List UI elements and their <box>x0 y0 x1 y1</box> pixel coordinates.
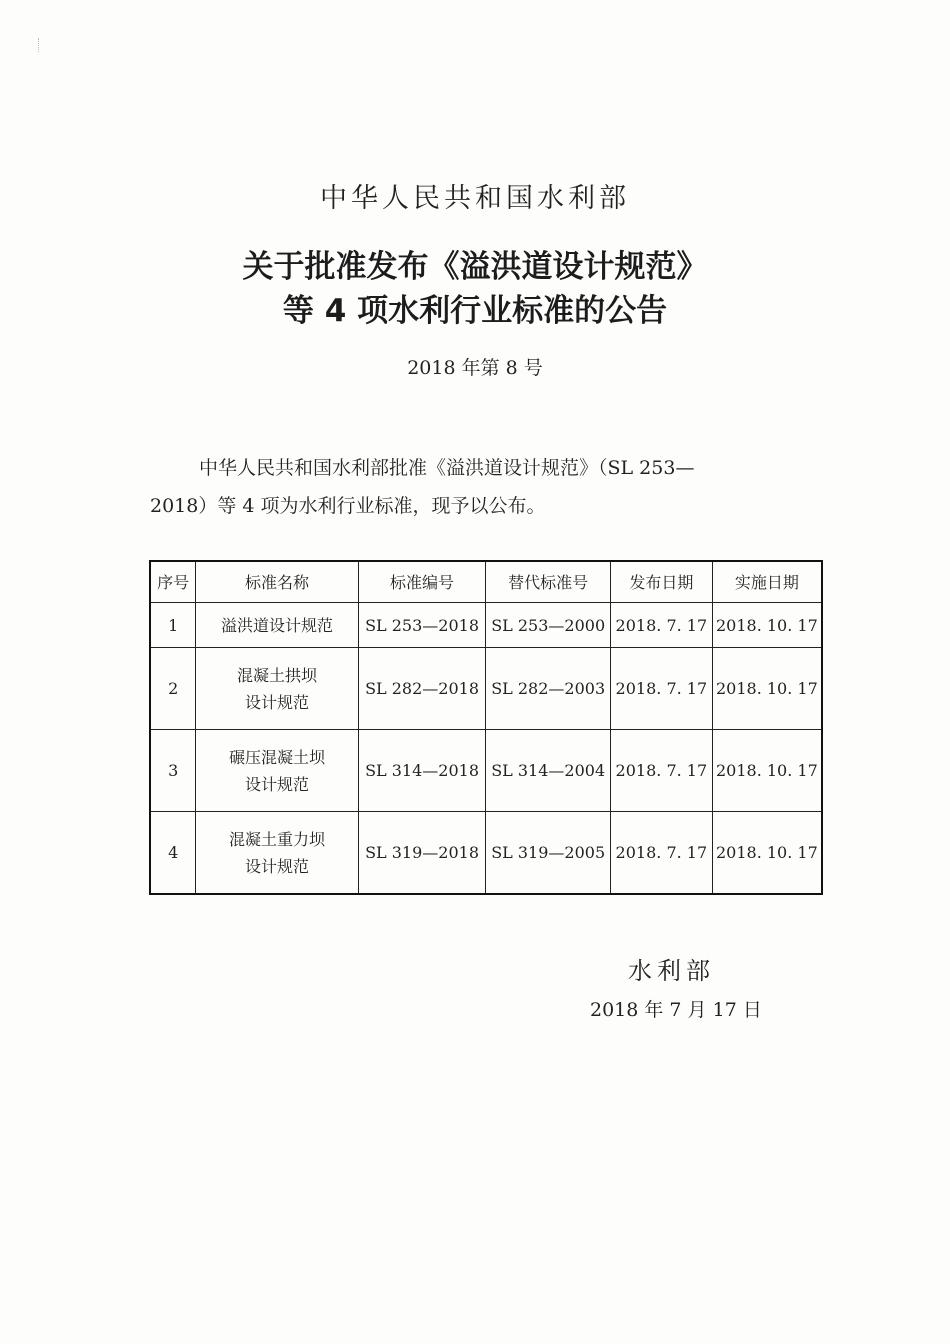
standard-name-line: 设计规范 <box>245 856 310 876</box>
cell-effective-date: 2018. 10. 17 <box>712 648 822 730</box>
table-header-row <box>150 561 822 603</box>
cell-serial: 3 <box>150 730 196 812</box>
cell-replaced-code: SL 319—2005 <box>486 812 611 895</box>
standard-name-line: 溢洪道设计规范 <box>221 615 334 635</box>
header-standard-code: 标准编号 <box>358 561 486 603</box>
cell-issue-date: 2018. 7. 17 <box>610 730 712 812</box>
header-replaced-code: 替代标准号 <box>486 561 611 603</box>
cell-effective-date: 2018. 10. 17 <box>712 730 822 812</box>
standard-name-line: 设计规范 <box>245 774 310 794</box>
table-row <box>150 603 822 648</box>
table-row <box>150 812 822 895</box>
issue-number: 2018 年第 8 号 <box>407 357 543 379</box>
cell-standard-name <box>196 812 358 895</box>
issuing-authority: 中华人民共和国水利部 <box>320 183 630 214</box>
table-row <box>150 730 822 812</box>
cell-standard-name <box>196 603 358 648</box>
signature-authority: 水利部 <box>628 957 715 985</box>
cell-standard-code: SL 282—2018 <box>358 648 486 730</box>
cell-replaced-code: SL 253—2000 <box>486 603 611 648</box>
cell-standard-code: SL 314—2018 <box>358 730 486 812</box>
standard-name-line: 设计规范 <box>245 692 310 712</box>
cell-replaced-code: SL 282—2003 <box>486 648 611 730</box>
header-serial: 序号 <box>150 561 196 603</box>
cell-effective-date: 2018. 10. 17 <box>712 812 822 895</box>
cell-issue-date: 2018. 7. 17 <box>610 603 712 648</box>
cell-standard-code: SL 253—2018 <box>358 603 486 648</box>
cell-serial: 4 <box>150 812 196 895</box>
cell-replaced-code: SL 314—2004 <box>486 730 611 812</box>
table-row <box>150 648 822 730</box>
header-standard-name: 标准名称 <box>196 561 358 603</box>
standard-name-line: 混凝土拱坝 <box>237 665 318 685</box>
announcement-title-line-1: 关于批准发布《溢洪道设计规范》 <box>242 249 708 285</box>
standard-name-line: 碾压混凝土坝 <box>229 747 326 767</box>
signature-date: 2018 年 7 月 17 日 <box>590 999 762 1021</box>
cell-issue-date: 2018. 7. 17 <box>610 812 712 895</box>
cell-serial: 1 <box>150 603 196 648</box>
cell-serial: 2 <box>150 648 196 730</box>
scan-mark <box>38 38 43 52</box>
standards-table <box>149 560 823 895</box>
header-effective-date: 实施日期 <box>712 561 822 603</box>
cell-standard-name <box>196 730 358 812</box>
cell-standard-code: SL 319—2018 <box>358 812 486 895</box>
announcement-title-line-2: 等 4 项水利行业标准的公告 <box>282 293 668 329</box>
cell-standard-name <box>196 648 358 730</box>
body-text-line-1: 中华人民共和国水利部批准《溢洪道设计规范》（SL 253— <box>199 457 695 479</box>
standard-name-line: 混凝土重力坝 <box>229 829 326 849</box>
cell-issue-date: 2018. 7. 17 <box>610 648 712 730</box>
body-text-line-2: 2018）等 4 项为水利行业标准，现予以公布。 <box>150 495 546 517</box>
header-issue-date: 发布日期 <box>610 561 712 603</box>
cell-effective-date: 2018. 10. 17 <box>712 603 822 648</box>
